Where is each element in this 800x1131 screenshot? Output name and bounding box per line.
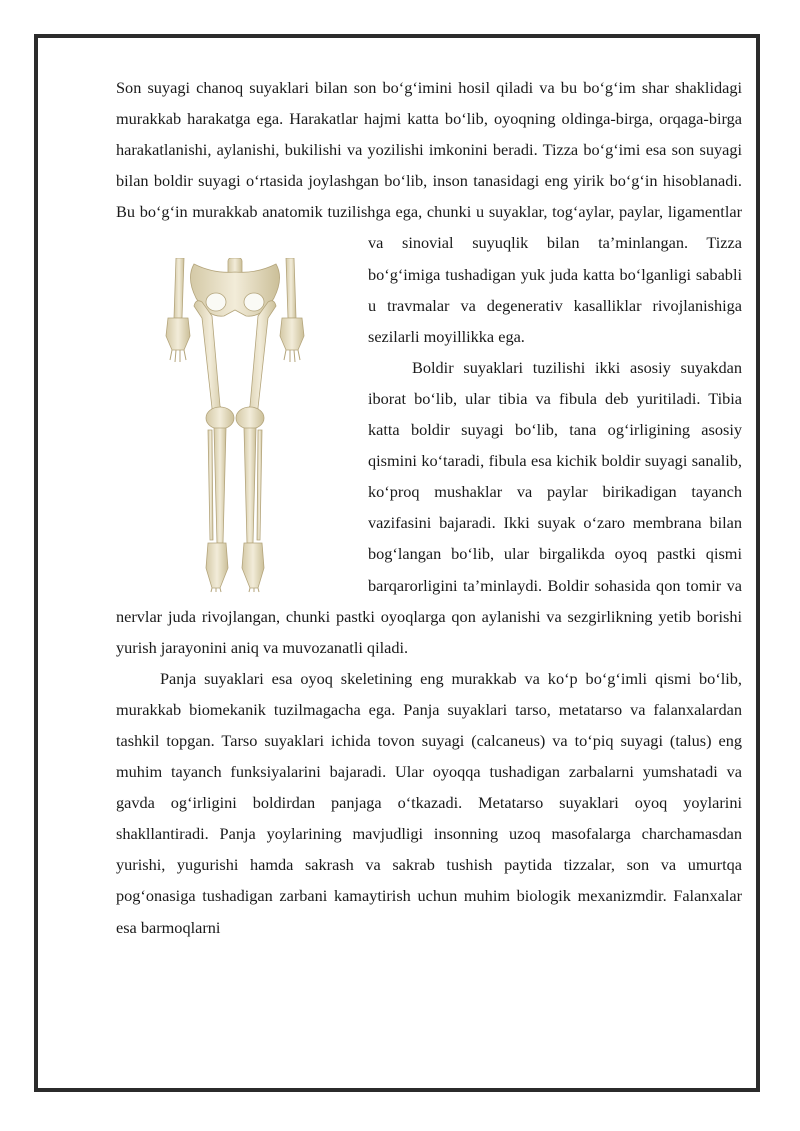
paragraph-2-text: Boldir suyaklari tuzilishi ikki asosiy suyakdan iborat bo‘lib, ular tibia va fibula deb yuritiladi. Tibia katta boldir suyagi bo‘lib, tana og‘irligining asosiy qismini ko‘taradi, fibula esa kichik boldir suyagi sanalib, ko‘proq mushaklar va paylar birikadigan tayanch vazifasini bajaradi. Ikki suyak o‘zaro membrana bilan bog‘langan bo‘lib, ular birgalikda oyoq pastki qismi barqarorligini ta’minlaydi. Boldir sohasida qon tomir va nervlar juda rivojlangan, chunki pastki oyoqlarga qon aylanishi va sezgirlikning yetib borishi yurish jarayonini aniq va muvozanatli qiladi.: [116, 357, 742, 657]
paragraph-1-text: Son suyagi chanoq suyaklari bilan son bo‘g‘imini hosil qiladi va bu bo‘g‘im shar shaklidagi murakkab harakatga ega. Harakatlar hajmi katta bo‘lib, oyoqning oldinga-birga, orqaga-birga harakatlanishi, aylanishi, bukilishi va yozilishi imkonini beradi. Tizza bo‘g‘imi esa son suyagi bilan boldir suyagi o‘rtasida joylashgan bo‘lib, inson tanasidagi eng yirik bo‘g‘in hisoblanadi. Bu bo‘g‘in murakkab anatomik tuzilishga ega, chunki u suyaklar, tog‘aylar, paylar, ligamentlar va sinovial suyuqlik bilan ta’minlangan. Tizza bo‘g‘imiga tushadigan yuk juda katta bo‘lganligi sababli u travmalar va degenerativ kasalliklar rivojlanishiga sezilarli moyillikka ega.: [116, 78, 742, 346]
text-column: [116, 72, 742, 943]
paragraph-3-text: Panja suyaklari esa oyoq skeletining eng murakkab va ko‘p bo‘g‘imli qismi bo‘lib, murakkab biomekanik tuzilmagacha ega. Panja suyaklari tarso, metatarso va falanxalardan tashkil topgan. Tarso suyaklari ichida tovon suyagi (calcaneus) va to‘piq suyagi (talus) eng muhim tayanch funksiyalarini bajaradi. Ular oyoqqa tushadigan zarbalarni yumshatadi va gavda og‘irligini boldirdan panjaga o‘tkazadi. Metatarso suyaklari oyoq yoylarini shakllantiradi. Panja yoylarining mavjudligi insonning uzoq masofalarga charchamasdan yurishi, yugurishi hamda sakrash va sakrab tushish paytida tizzalar, son va umurtqa pog‘onasiga tushadigan zarbani kamaytirish uchun muhim biologik mexanizmdir. Falanxalar esa barmoqlarni: [116, 668, 742, 937]
paragraph-3: [116, 663, 742, 943]
figure-spacer: [116, 258, 354, 593]
